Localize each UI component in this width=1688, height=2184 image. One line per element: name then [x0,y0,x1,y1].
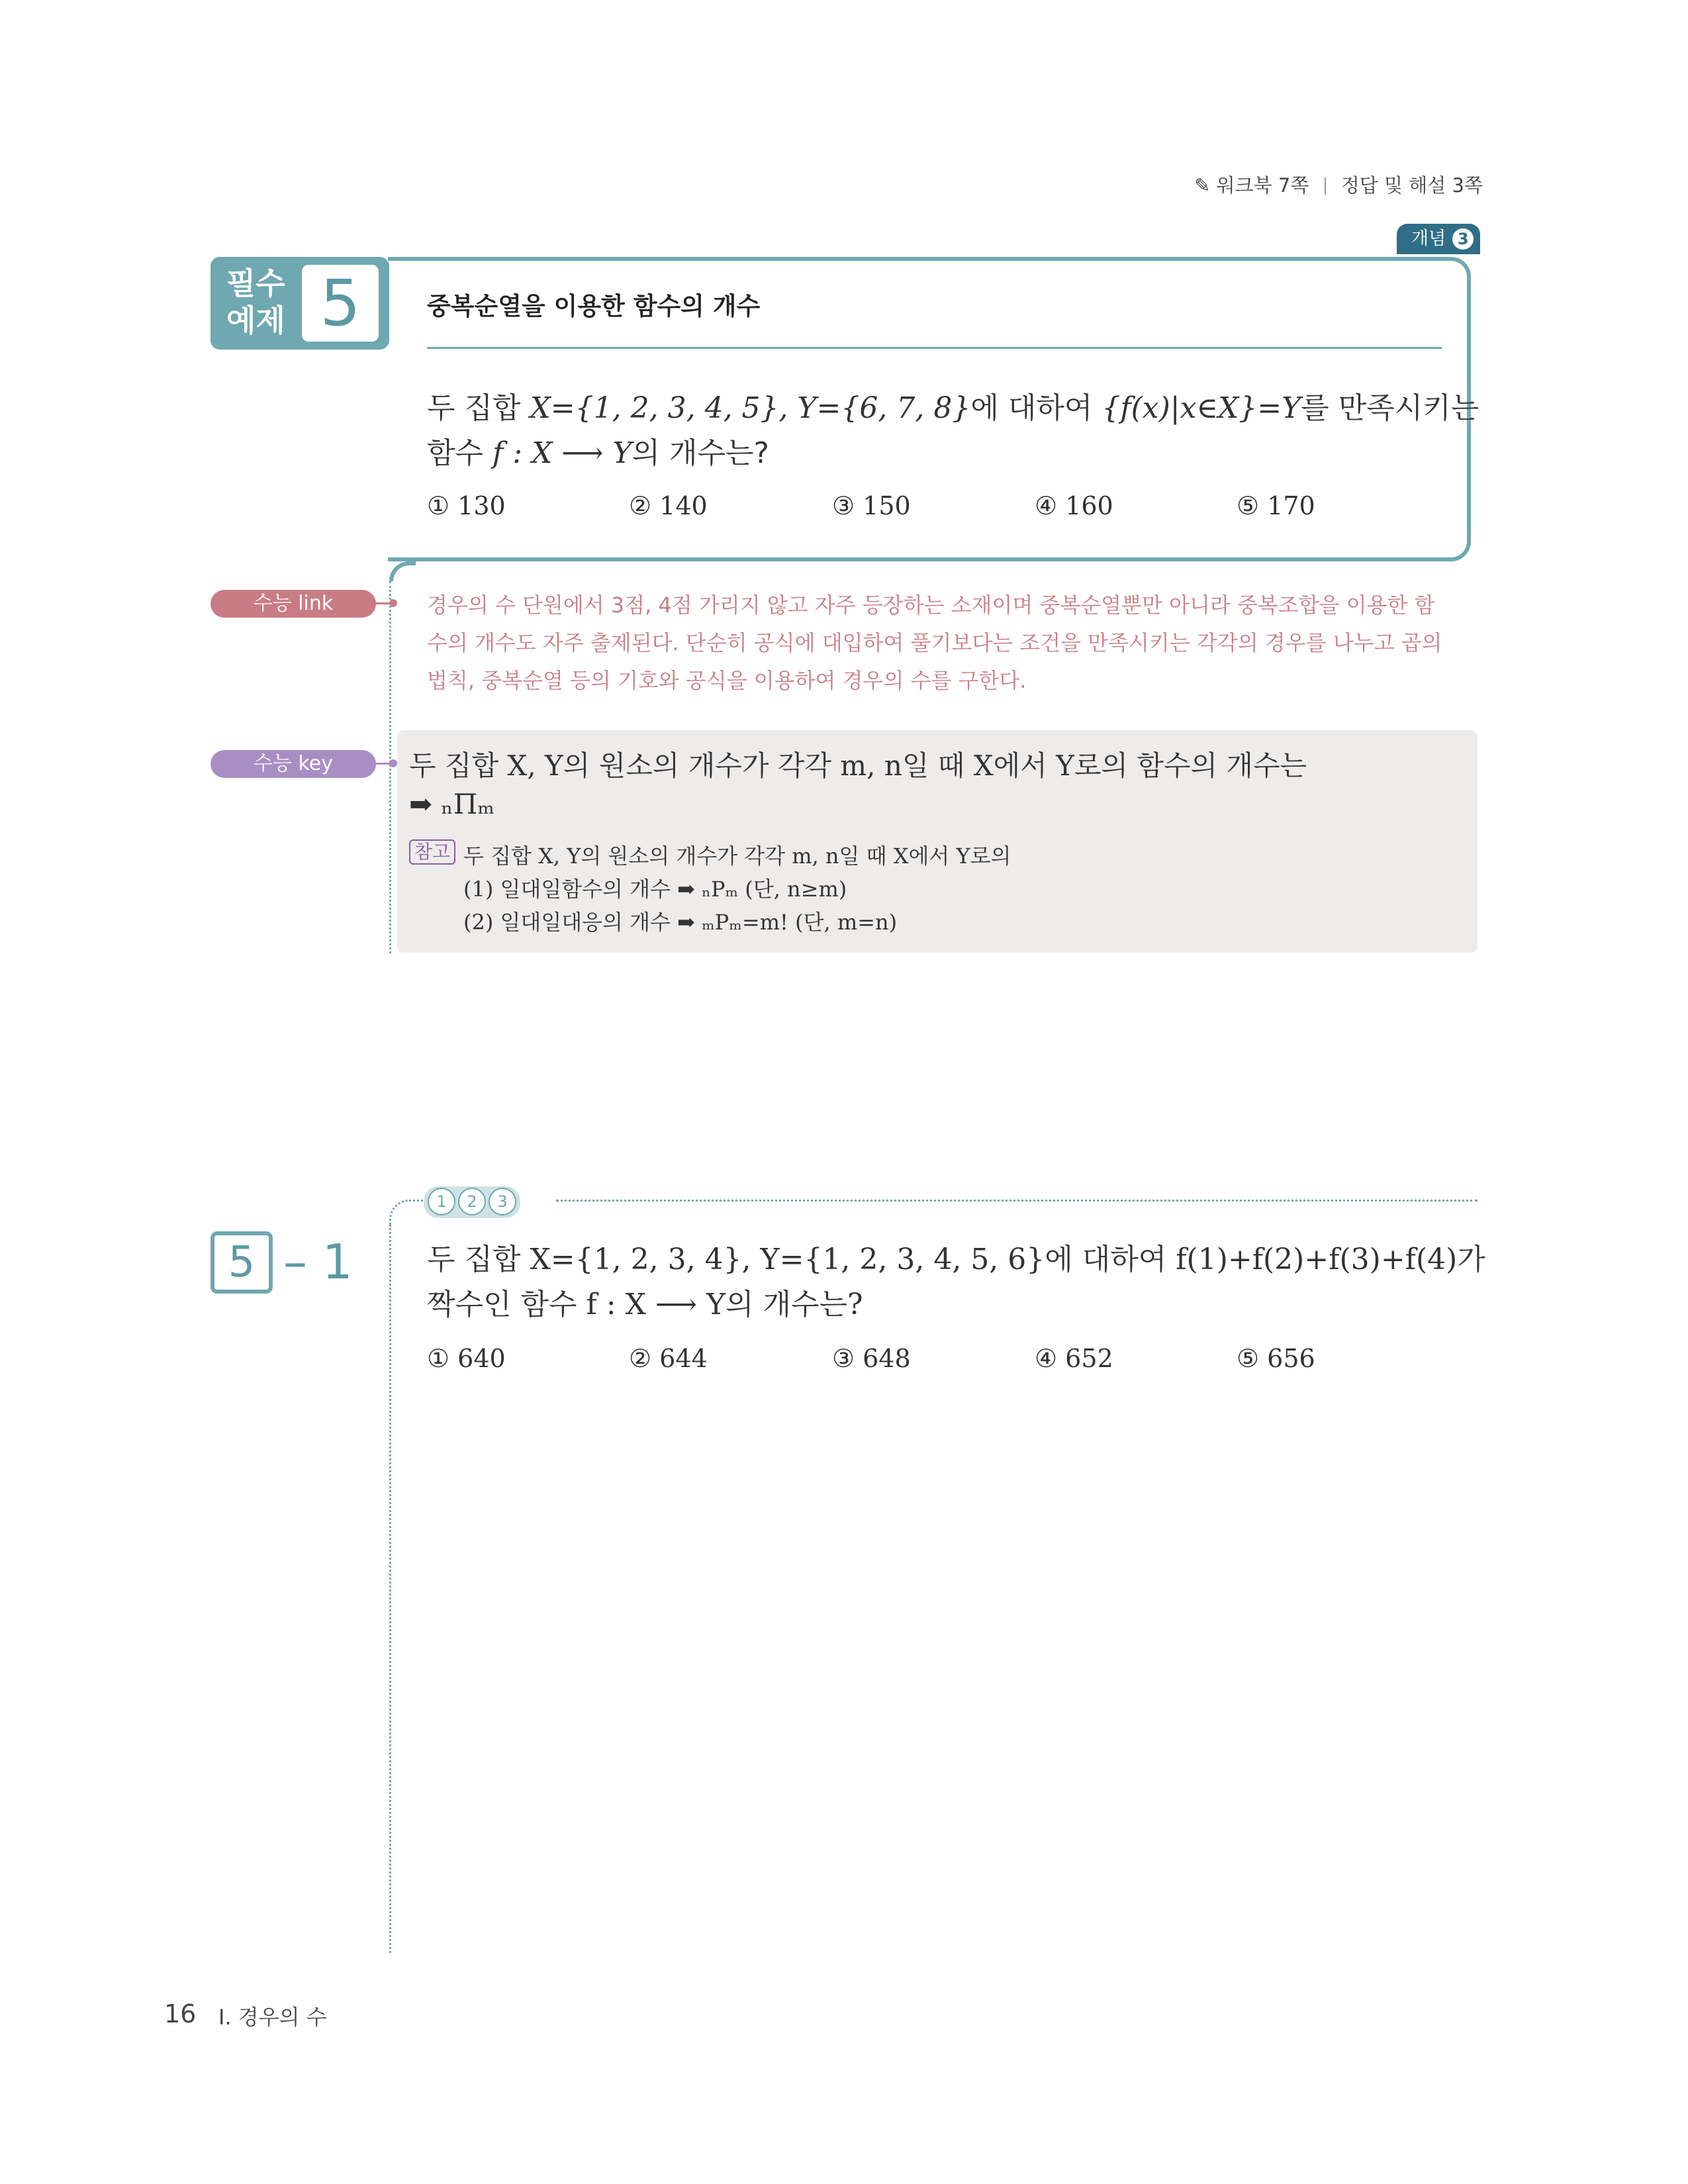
problem-choice-3[interactable]: ③ 648 [832,1344,911,1373]
example-choice-2[interactable]: ② 140 [629,491,708,520]
q-text: 를 만족시키는 [1301,391,1479,425]
answer-ref: 정답 및 해설 3쪽 [1340,174,1483,197]
key-line2: ➡ ₙΠₘ [409,788,495,820]
q-math: X={1, 2, 3, 4, 5}, Y={6, 7, 8} [530,391,971,425]
note-line3: (2) 일대일대응의 개수 ➡ ₘPₘ=m! (단, m=n) [463,910,898,935]
q-math: f : X ⟶ Y [492,436,632,470]
example-number: 5 [302,265,379,342]
note-tag: 참고 [409,839,455,865]
key-label: 수능 key [211,750,376,778]
divider [1325,177,1326,195]
example-label [211,257,389,350]
level-rule [556,1200,1477,1202]
concept-number: 3 [1452,228,1474,250]
problem-choice-2[interactable]: ② 644 [629,1344,708,1373]
page-number: 16 [164,1999,197,2028]
q-text: 의 개수는? [632,436,769,470]
q-text: 함수 [427,436,492,470]
section-corner [389,561,416,581]
example-label-line2: 예제 [226,303,285,338]
note-line1: 두 집합 X, Y의 원소의 개수가 각각 m, n일 때 X에서 Y로의 [463,843,1011,869]
example-label-text [226,265,285,339]
key-dot [389,759,397,767]
example-label-line1: 필수 [226,265,285,301]
problem-number: 5 [211,1231,273,1294]
example-question-line2 [427,429,769,471]
example-choice-5[interactable]: ⑤ 170 [1237,491,1315,520]
level-badge [424,1186,520,1218]
problem-question-line1: 두 집합 X={1, 2, 3, 4}, Y={1, 2, 3, 4, 5, 6}에 대하여 f(1)+f(2)+f(3)+f(4)가 [427,1243,1485,1276]
problem-choice-4[interactable]: ④ 652 [1035,1344,1113,1373]
example-question-line1 [427,384,1479,426]
problem-question-line2: 짝수인 함수 f : X ⟶ Y의 개수는? [427,1288,863,1321]
q-text: 두 집합 [427,391,530,425]
example-choice-3[interactable]: ③ 150 [832,491,911,520]
problem-choice-1[interactable]: ① 640 [427,1344,506,1373]
example-choice-1[interactable]: ① 130 [427,491,506,520]
header-reference [1194,171,1483,198]
link-text: 경우의 수 단원에서 3점, 4점 가리지 않고 자주 등장하는 소재이며 중복순열뿐만 아니라 중복조합을 이용한 함수의 개수도 자주 출제된다. 단순히 공식에 대입하여 풀기보다는 조건을 만족시키는 각각의 경우를 나누고 곱의 법칙, 중복순열 등의 기호와 공식을 이용하여 경우의 수를 구한다. [427,593,1442,693]
q-math: {f(x)|x∈X}=Y [1102,391,1301,425]
example-choice-4[interactable]: ④ 160 [1035,491,1113,520]
example-title: 중복순열을 이용한 함수의 개수 [427,292,761,320]
problem-corner [389,1200,424,1226]
problem-choice-5[interactable]: ⑤ 656 [1237,1344,1315,1373]
level-2: 2 [458,1188,486,1215]
key-line1: 두 집합 X, Y의 원소의 개수가 각각 m, n일 때 X에서 Y로의 함수의 개수는 [409,749,1307,782]
link-dot [389,599,397,607]
q-text: 에 대하여 [970,391,1102,425]
problem-spine [389,1225,391,1953]
clip-icon: ✎ [1194,174,1211,197]
link-label: 수능 link [211,590,376,618]
dotted-spine [389,581,391,953]
title-rule [427,347,1442,349]
workbook-ref: 워크북 7쪽 [1216,174,1309,197]
concept-tag [1397,224,1480,254]
level-3: 3 [489,1188,516,1215]
chapter-title: I. 경우의 수 [218,2005,327,2030]
concept-label: 개념 [1411,228,1446,249]
level-1: 1 [428,1188,455,1215]
note-line2: (1) 일대일함수의 개수 ➡ ₙPₘ (단, n≥m) [463,877,847,902]
problem-sub-number: – 1 [283,1234,353,1290]
